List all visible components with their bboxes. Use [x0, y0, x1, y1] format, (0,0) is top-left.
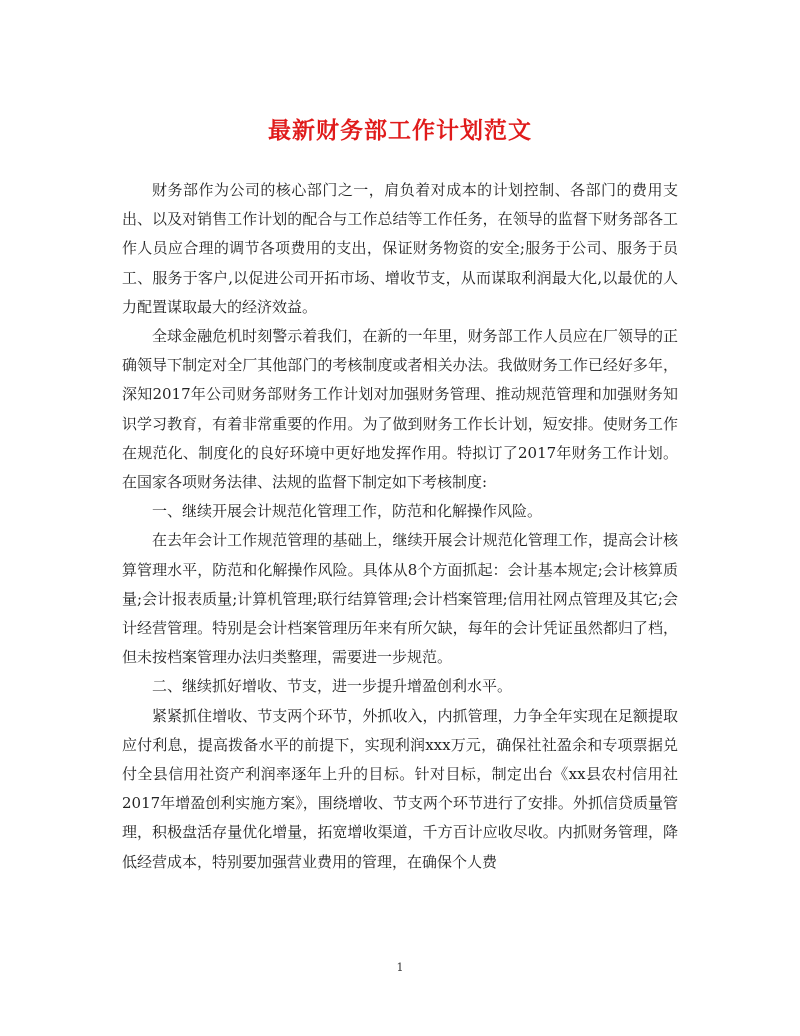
paragraph-intro: 财务部作为公司的核心部门之一，肩负着对成本的计划控制、各部门的费用支出、以及对销售工作计划的配合与工作总结等工作任务，在领导的监督下财务部各工作人员应合理的调节各项费用的支出，保证财务物资的安全;服务于公司、服务于员工、服务于客户,以促进公司开拓市场、增收节支，从而谋取利润最大化,以最优的人力配置谋取最大的经济效益。 [122, 181, 678, 316]
section-heading-2: 二、继续抓好增收、节支，进一步提升增盈创利水平。 [152, 677, 513, 696]
paragraph-section-2: 紧紧抓住增收、节支两个环节，外抓收入，内抓管理，力争全年实现在足额提取应付利息，提高拨备水平的前提下，实现利润xxx万元，确保社社盈余和专项票据兑付全县信用社资产利润率逐年上升的目标。针对目标，制定出台《xx县农村信用社2017年增盈创利实施方案》，围绕增收、节支两个环节进行了安排。外抓信贷质量管理，积极盘活存量优化增量，拓宽增收渠道，千方百计应收尽收。内抓财务管理，降低经营成本，特别要加强营业费用的管理，在确保个人费 [122, 706, 678, 871]
section-heading-1: 一、继续开展会计规范化管理工作，防范和化解操作风险。 [152, 502, 543, 521]
paragraph-background: 全球金融危机时刻警示着我们，在新的一年里，财务部工作人员应在厂领导的正确领导下制定对全厂其他部门的考核制度或者相关办法。我做财务工作已经好多年，深知2017年公司财务部财务工作计划对加强财务管理、推动规范管理和加强财务知识学习教育，有着非常重要的作用。为了做到财务工作长计划，短安排。使财务工作在规范化、制度化的良好环境中更好地发挥作用。特拟订了2017年财务工作计划。在国家各项财务法律、法规的监督下制定如下考核制度: [122, 327, 678, 492]
document-title: 最新财务部工作计划范文 [268, 117, 532, 144]
paragraph-section-1: 在去年会计工作规范管理的基础上，继续开展会计规范化管理工作，提高会计核算管理水平，防范和化解操作风险。具体从8个方面抓起：会计基本规定;会计核算质量;会计报表质量;计算机管理;联行结算管理;会计档案管理;信用社网点管理及其它;会计经营管理。特别是会计档案管理历年来有所欠缺，每年的会计凭证虽然都归了档，但未按档案管理办法归类整理，需要进一步规范。 [122, 531, 678, 667]
page-number: 1 [396, 961, 404, 974]
document-body [122, 176, 678, 877]
